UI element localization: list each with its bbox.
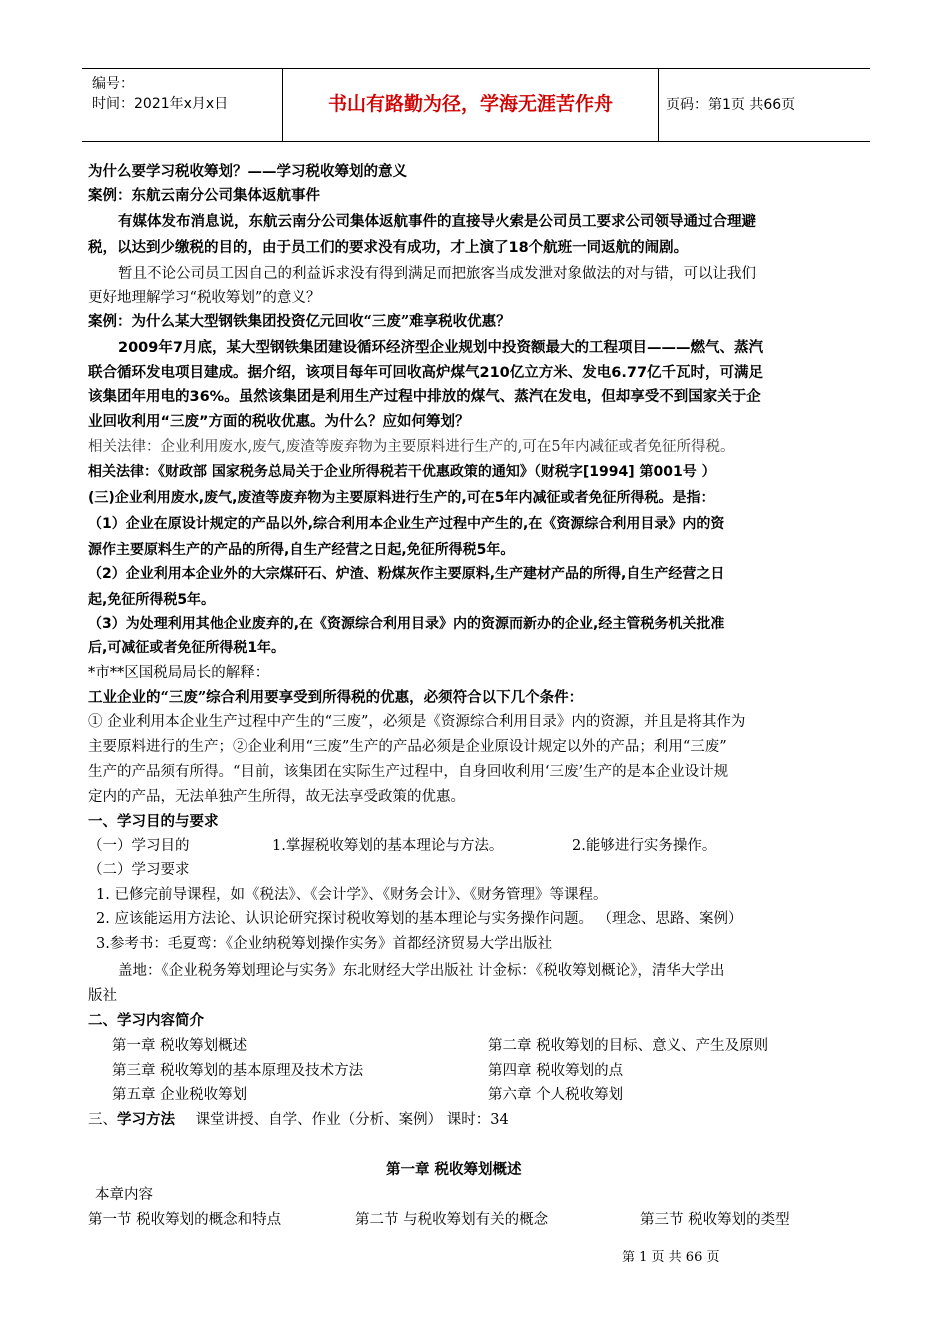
chapter-title: 第一章 税收筹划概述: [386, 1161, 522, 1178]
section-title: 为什么要学习税收筹划？——学习税收筹划的意义: [88, 163, 407, 180]
law-title: 相关法律：《财政部 国家税务总局关于企业所得税若干优惠政策的通知》（财税字[1994] 第001号 ）: [88, 464, 716, 480]
case-title: 案例：为什么某大型钢铁集团投资亿元回收“三废”难享税收优惠？: [88, 313, 511, 330]
paragraph-line: 业回收利用“三废”方面的税收优惠。为什么？应如何筹划？: [88, 414, 470, 430]
requirement-item: 1. 已修完前导课程，如《税法》、《会计学》、《财务会计》、《财务管理》等课程。: [96, 887, 608, 903]
method-text: 课堂讲授、自学、作业（分析、案例） 课时：34: [195, 1112, 509, 1128]
method-line: [88, 1108, 509, 1132]
law-item: （2）企业利用本企业外的大宗煤矸石、炉渣、粉煤灰作主要原料,生产建材产品的所得,自生产经营之日: [88, 566, 725, 582]
chapter-section: 第一节 税收筹划的概念和特点: [88, 1212, 282, 1228]
law-item: （3）为处理利用其他企业废弃的,在《资源综合利用目录》内的资源而新办的企业,经主管税务机关批准: [88, 616, 725, 632]
method-heading: 学习方法: [117, 1111, 175, 1128]
law-note: 相关法律：企业利用废水,废气,废渣等废弃物为主要原料进行生产的,可在5年内减征或者免征所得税。: [88, 439, 735, 455]
chapter-item: 第六章 个人税收筹划: [488, 1087, 624, 1103]
page-footer: 第 1 页 共 66 页: [622, 1250, 720, 1265]
motto: 书山有路勤为径，学海无涯苦作舟: [327, 93, 613, 115]
chapter-section: 第三节 税收筹划的类型: [640, 1212, 790, 1228]
requirement-item: 2. 应该能运用方法论、认识论研究探讨税收筹划的基本理论与实务操作问题。 （理念、思路、案例）: [96, 911, 743, 927]
case-title: 案例：东航云南分公司集体返航事件: [88, 187, 320, 204]
method-prefix: 三、: [88, 1112, 117, 1128]
page-header: [82, 68, 870, 142]
paragraph-line: 有媒体发布消息说，东航云南分公司集体返航事件的直接导火索是公司员工要求公司领导通过合理避: [118, 214, 756, 230]
requirement-item: 盖地：《企业税务筹划理论与实务》东北财经大学出版社 计金标：《税收筹划概论》，清华大学出: [118, 963, 725, 979]
header-meta: [82, 69, 283, 141]
chapter-item: 第二章 税收筹划的目标、意义、产生及原则: [488, 1038, 769, 1054]
paragraph-line: 暂且不论公司员工因自己的利益诉求没有得到满足而把旅客当成发泄对象做法的对与错，可以让我们: [118, 266, 756, 282]
header-motto-cell: [283, 69, 659, 141]
time-label: 时间：2021年x月x日: [92, 96, 229, 112]
requirement-item: 版社: [88, 988, 117, 1004]
chapter-item: 第三章 税收筹划的基本原理及技术方法: [112, 1063, 364, 1079]
paragraph-line: 2009年7月底，某大型钢铁集团建设循环经济型企业规划中投资额最大的工程项目———燃气、蒸汽: [118, 340, 763, 356]
goal-item: 1.掌握税收筹划的基本理论与方法。: [272, 838, 504, 854]
paragraph-line: 联合循环发电项目建成。据介绍，该项目每年可回收高炉煤气210亿立方米、发电6.77亿千瓦时，可满足: [88, 365, 764, 381]
chapter-intro: 本章内容: [95, 1187, 153, 1203]
heading-content: 二、学习内容简介: [88, 1012, 204, 1029]
paragraph-line: 定内的产品，无法单独产生所得，故无法享受政策的优惠。: [88, 789, 465, 805]
number-label: 编号：: [92, 76, 134, 92]
explanation-title: *市**区国税局局长的解释：: [88, 665, 270, 681]
requirements-label: （二）学习要求: [88, 862, 190, 878]
page-info: 页码：第1页 共66页: [666, 97, 796, 113]
paragraph-line: 主要原料进行的生产；②企业利用“三废”生产的产品必须是企业原设计规定以外的产品；利用“三废”: [88, 739, 727, 755]
explanation-lead: 工业企业的“三废”综合利用要享受到所得税的优惠，必须符合以下几个条件：: [88, 689, 584, 706]
law-item: 源作主要原料生产的产品的所得,自生产经营之日起,免征所得税5年。: [88, 542, 515, 558]
header-page-cell: [659, 69, 870, 141]
heading-goals: 一、学习目的与要求: [88, 813, 219, 830]
chapter-section: 第二节 与税收筹划有关的概念: [355, 1212, 549, 1228]
goals-label: （一）学习目的: [88, 838, 190, 854]
requirement-item: 3.参考书：毛夏鸾：《企业纳税筹划操作实务》首都经济贸易大学出版社: [96, 936, 553, 952]
paragraph-line: 更好地理解学习“税收筹划”的意义？: [88, 290, 321, 306]
law-item: 后,可减征或者免征所得税1年。: [88, 640, 286, 656]
law-clause: (三)企业利用废水,废气,废渣等废弃物为主要原料进行生产的,可在5年内减征或者免征所得税。是指：: [88, 490, 715, 506]
paragraph-line: 生产的产品须有所得。“目前，该集团在实际生产过程中，自身回收利用‘三废’生产的是本企业设计规: [88, 764, 729, 780]
law-item: （1）企业在原设计规定的产品以外,综合利用本企业生产过程中产生的,在《资源综合利用目录》内的资: [88, 516, 725, 532]
chapter-item: 第五章 企业税收筹划: [112, 1087, 248, 1103]
paragraph-line: 税，以达到少缴税的目的，由于员工们的要求没有成功，才上演了18个航班一同返航的闹剧。: [88, 240, 689, 256]
law-item: 起,免征所得税5年。: [88, 592, 216, 608]
chapter-item: 第一章 税收筹划概述: [112, 1038, 248, 1054]
paragraph-line: 该集团年用电的36%。虽然该集团是利用生产过程中排放的煤气、蒸汽在发电，但却享受不到国家关于企: [88, 389, 761, 405]
goal-item: 2.能够进行实务操作。: [572, 838, 717, 854]
chapter-item: 第四章 税收筹划的点: [488, 1063, 624, 1079]
paragraph-line: ① 企业利用本企业生产过程中产生的“三废”，必须是《资源综合利用目录》内的资源，并且是将其作为: [88, 714, 746, 730]
